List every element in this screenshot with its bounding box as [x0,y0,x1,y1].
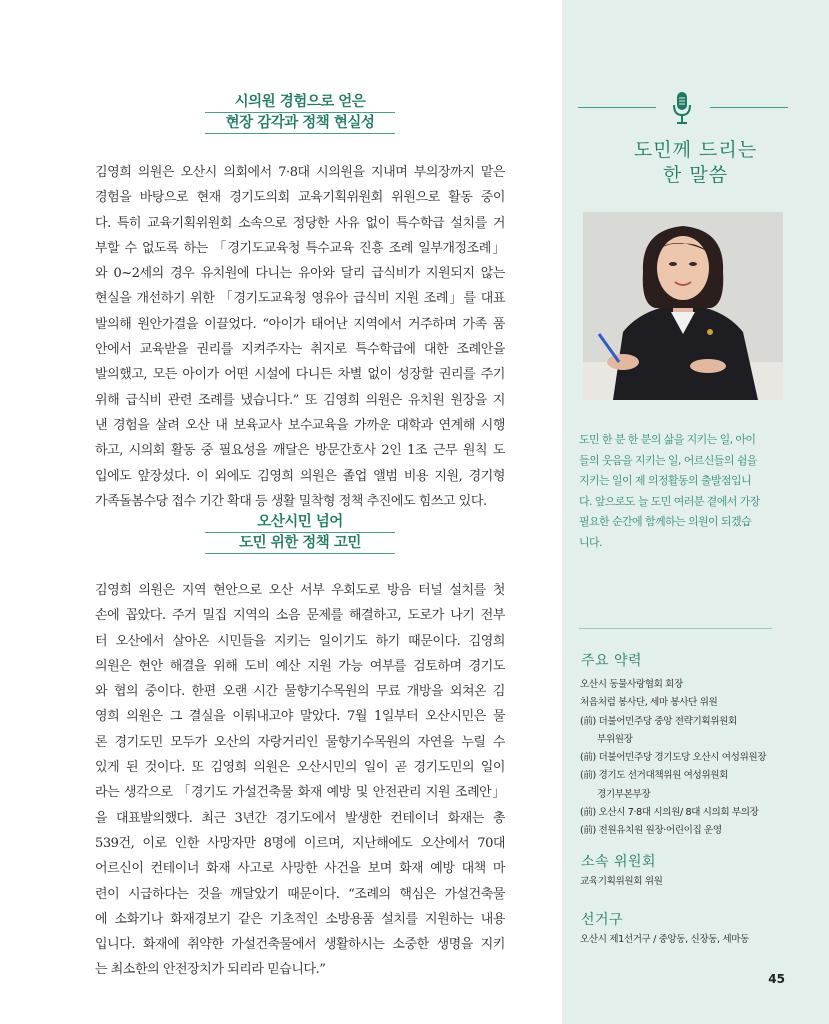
section2-paragraph [95,578,505,983]
section2-paragraph-line: 론 경기도민 모두가 오산의 자랑거리인 물향기수목원의 자연을 누릴 수 [95,734,505,750]
sidebar-quote [579,430,794,553]
section1-paragraph-line: 입에도 앞장섰다. 이 외에도 김영희 의원은 졸업 앨범 비용 지원, 경기형 [95,468,505,484]
career-item: (前) 오산시 7·8대 시의원/ 8대 시의회 부의장 [580,807,759,819]
sidebar-quote-line: 다. 앞으로도 늘 도민 여러분 곁에서 가장 [579,494,760,508]
section1-paragraph-line: 하고, 시의회 활동 중 필요성을 깨달은 방문간호사 2인 1조 근무 원칙 도 [95,443,505,459]
section1-paragraph-line: 부할 수 없도록 하는 「경기도교육청 특수교육 진흥 조례 일부개정조례」 [95,240,505,256]
section2-paragraph-line: 손에 꼽았다. 주거 밀집 지역의 소음 문제를 해결하고, 도로가 나기 전부 [95,608,505,624]
section1-heading [205,92,395,134]
page-number: 45 [768,972,785,986]
career-item: 부위원장 [597,733,633,745]
career-list [580,676,810,841]
section1-paragraph-line: 와 0~2세의 경우 유치원에 다니는 유아와 달리 급식비가 지원되지 않는 [95,266,505,282]
ornament-line-left [578,107,656,108]
section1-paragraph-line: 다. 특히 교육기획위원회 소속으로 정당한 사유 없이 특수학급 설치를 거 [95,215,505,231]
section2-paragraph-line: 라는 생각으로 「경기도 가설건축물 화재 예방 및 안전관리 지원 조례안」 [95,785,505,801]
sidebar-title-line1: 도민께 드리는 [633,139,758,161]
career-heading: 주요 약력 [581,653,643,669]
section2-paragraph-line: 와 협의 중이다. 한편 오랜 시간 물향기수목원의 무료 개방을 외쳐온 김 [95,684,505,700]
section2-paragraph-line: 는 최소한의 안전장치가 되리라 믿습니다.” [95,962,326,978]
section1-heading-line2: 현장 감각과 정책 현실성 [225,115,375,131]
ornament-line-right [710,107,788,108]
section2-paragraph-line: 의원은 현안 해결을 위해 도비 예산 지원 가능 여부를 검토하며 경기도 [95,658,505,674]
career-item: (前) 경기도 선거대책위원 여성위원회 [580,770,728,782]
district-value: 오산시 제1선거구 / 중앙동, 신장동, 세마동 [580,934,749,945]
sidebar-quote-line: 들의 웃음을 지키는 일, 어르신들의 쉼을 [579,453,757,467]
section2-heading-line2: 도민 위한 정책 고민 [239,535,361,551]
sidebar-divider [579,628,772,629]
section2-paragraph-line: 을 대표발의했다. 최근 3년간 경기도에서 발생한 컨테이너 화재는 총 [95,810,505,826]
section2-paragraph-line: 539건, 이로 인한 사망자만 8명에 이르며, 지난해에도 오산에서 70대 [95,835,505,851]
sidebar-panel [562,0,829,1024]
section1-paragraph-line: 현실을 개선하기 위한 「경기도교육청 영유아 급식비 지원 조례」를 대표 [95,291,505,307]
section1-paragraph-line: 가족돌봄수당 접수 기간 확대 등 생활 밀착형 정책 추진에도 힘쓰고 있다. [95,493,487,509]
councillor-photo [583,212,783,400]
committee-heading: 소속 위원회 [581,854,657,870]
section1-paragraph-line: 발의했고, 모든 아이가 어떤 시설에 다니든 차별 없이 성장할 권리를 주기 [95,367,505,383]
sidebar-quote-line: 도민 한 분 한 분의 삶을 지키는 일, 아이 [579,433,756,446]
section2-paragraph-line: 에 소화기나 화재경보기 같은 기초적인 소방용품 설치를 지원하는 내용 [95,911,505,927]
sidebar-title-ornament [578,90,788,126]
career-item: (前) 더불어민주당 중앙 전략기획위원회 [580,715,737,727]
section2-heading [205,512,395,554]
section2-paragraph-line: 련이 시급하다는 것을 깨달았기 때문이다. “조례의 핵심은 가설건축물 [95,886,505,902]
section2-paragraph-line: 김영희 의원은 지역 현안으로 오산 서부 우회도로 방음 터널 설치를 첫 [95,583,505,598]
section2-paragraph-line: 어르신이 컨테이너 화재 사고로 사망한 사건을 보며 화재 예방 대책 마 [95,861,505,877]
section1-heading-rule-bottom [205,133,395,134]
career-item: 경기부본부장 [597,788,651,800]
sidebar-title-line2: 한 말씀 [662,164,729,186]
career-item: 오산시 동물사랑협회 회장 [580,679,683,690]
section1-paragraph-line: 발의해 원안가결을 이끌었다. “아이가 태어난 지역에서 거주하며 가족 품 [95,316,505,332]
section2-paragraph-line: 영희 의원은 그 결실을 이뤄내고야 말았다. 7월 1일부터 오산시민은 물 [95,709,505,725]
section2-heading-line1: 오산시민 넘어 [257,514,343,530]
section2-paragraph-line: 터 오산에서 살아온 시민들을 지키는 일이기도 하기 때문이다. 김영희 [95,633,505,649]
section1-paragraph [95,160,505,514]
sidebar-quote-line: 지키는 일이 제 의정활동의 출발점입니 [579,474,752,487]
section1-paragraph-line: 안에서 교육받을 권리를 지켜주자는 취지로 특수학급에 대한 조례안을 [95,342,505,358]
career-item: (前) 전원유치원 원장·어린이집 운영 [580,825,722,837]
section2-paragraph-line: 있게 된 것이다. 또 김영희 의원은 오산시민의 일이 곧 경기도민의 일이 [95,760,505,776]
section1-heading-line1: 시의원 경험으로 얻은 [234,94,366,110]
section1-paragraph-line: 김영희 의원은 오산시 의회에서 7·8대 시의원을 지내며 부의장까지 맡은 [95,165,505,180]
committee-value: 교육기획위원회 위원 [580,876,663,887]
section2-heading-rule-bottom [205,553,395,554]
section2-paragraph-line: 입니다. 화재에 취약한 가설건축물에서 생활하시는 소중한 생명을 지키 [95,937,505,953]
section1-paragraph-line: 경험을 바탕으로 현재 경기도의회 교육기획위원회 위원으로 활동 중이 [95,190,505,206]
section1-paragraph-line: 낸 경험을 살려 오산 내 보육교사 보수교육을 가까운 대학과 연계해 시행 [95,417,505,433]
sidebar-quote-line: 니다. [579,535,602,549]
career-item: (前) 더불어민주당 경기도당 오산시 여성위원장 [580,752,767,764]
sidebar-quote-line: 필요한 순간에 함께하는 의원이 되겠습 [579,515,752,528]
article-main-column [95,0,505,1024]
section1-paragraph-line: 위해 급식비 관련 조례를 냈습니다.” 또 김영희 의원은 유치원 원장을 지 [95,392,505,408]
career-item: 처음처럼 봉사단, 세마 봉사단 위원 [580,697,718,709]
district-heading: 선거구 [581,912,624,928]
microphone-icon [670,90,694,126]
